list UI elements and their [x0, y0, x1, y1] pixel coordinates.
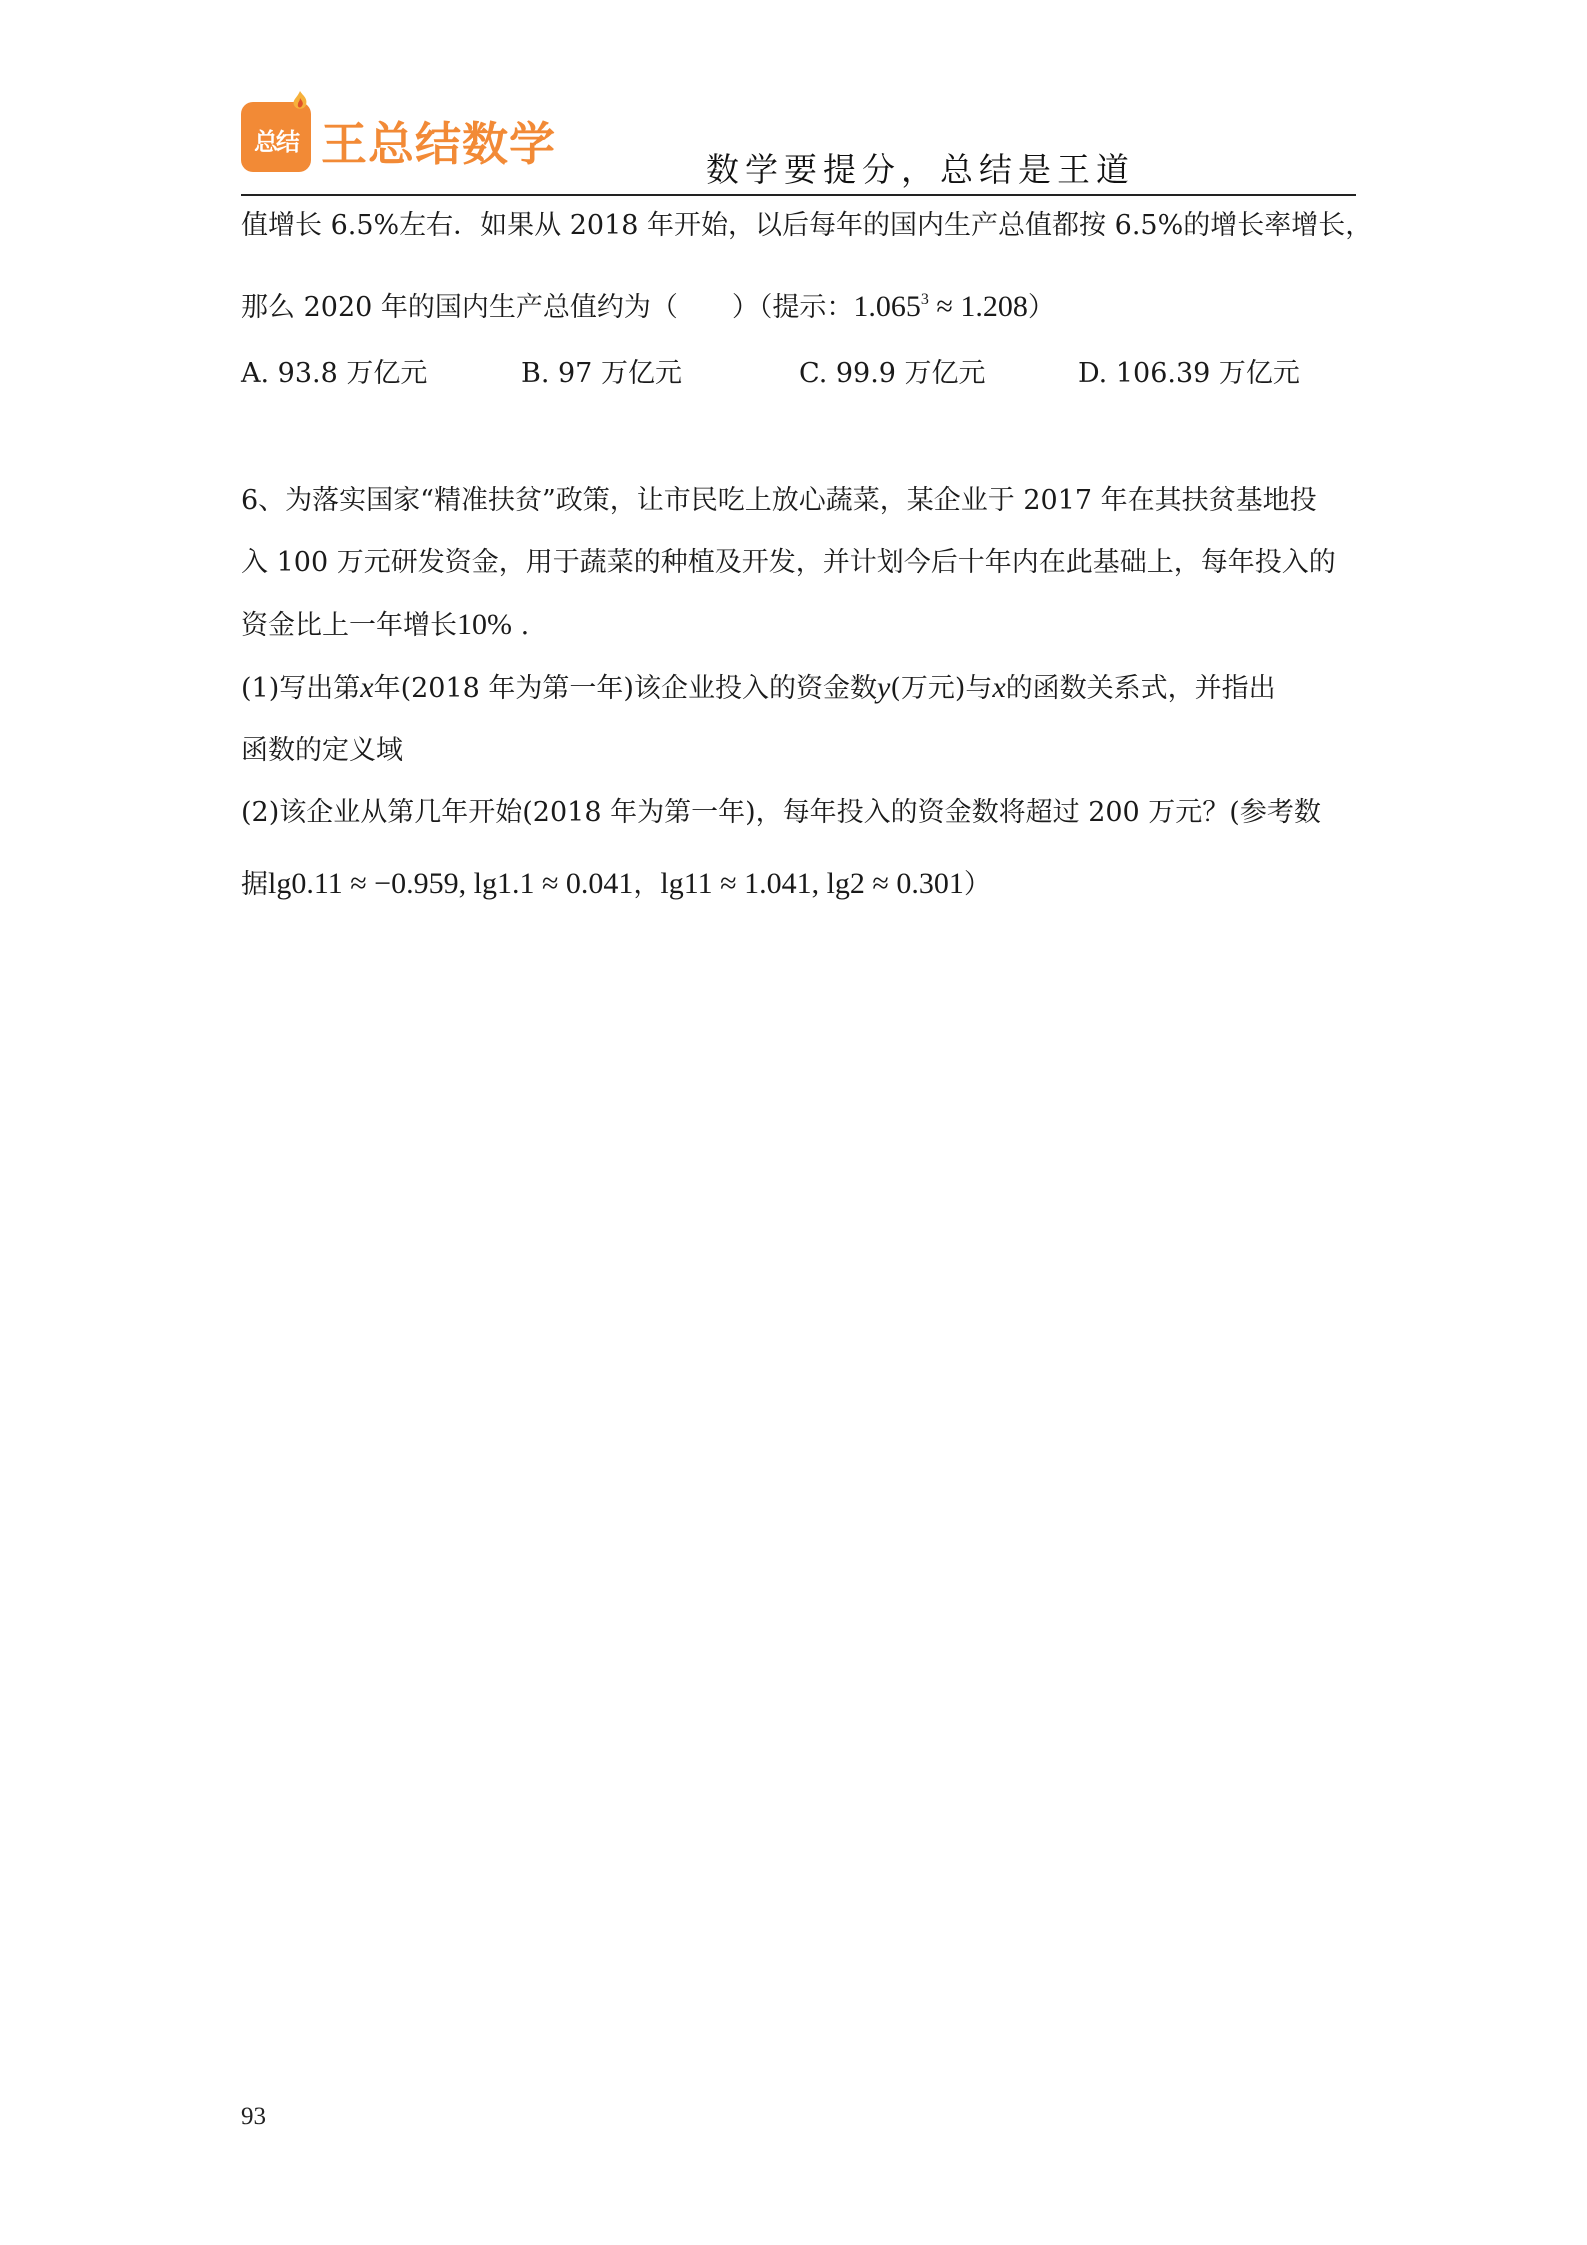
- q6-line3-text: 资金比上一年增长: [241, 610, 457, 641]
- q6-var-y: y: [876, 671, 891, 704]
- q5-hint-exponent: 3: [920, 291, 929, 308]
- q6-part2-line-1: (2)该企业从第几年开始(2018 年为第一年)，每年投入的资金数将超过 200 万元？(参考数: [241, 797, 1321, 828]
- q5-hint-rest: ≈ 1.208: [928, 290, 1028, 323]
- q5-line2-suffix: ）: [1027, 292, 1055, 323]
- q5-line2-prefix: 那么 2020 年的国内生产总值约为（ ）（提示：: [241, 292, 854, 323]
- page-number: 93: [241, 2103, 266, 2130]
- q5-option-d: D. 106.39 万亿元: [1078, 358, 1300, 389]
- brand-logo-icon: [241, 102, 311, 172]
- q6-p2-prefix: 据: [241, 869, 268, 900]
- q6-line3-end: .: [512, 610, 530, 641]
- header-slogan: 数学要提分，总结是王道: [706, 150, 1135, 189]
- q6-p1-d: 的函数关系式，并指出: [1005, 673, 1276, 704]
- page-header: [241, 98, 1356, 198]
- q5-hint-base: 1.065: [853, 290, 921, 323]
- brand-name: 王总结数学: [321, 117, 556, 171]
- q6-var-x: x: [360, 671, 374, 704]
- q6-ref-data-1: lg0.11 ≈ −0.959, lg1.1 ≈ 0.041: [268, 867, 634, 900]
- q6-text-line-1: 6、为落实国家“精准扶贫”政策，让市民吃上放心蔬菜，某企业于 2017 年在其扶贫基地投: [241, 485, 1317, 516]
- q6-part1-line-2: 函数的定义域: [241, 735, 403, 766]
- q5-hint-math: [853, 290, 1027, 323]
- q6-p1-a: (1)写出第: [241, 673, 361, 704]
- q6-p1-b: 年(2018 年为第一年)该企业投入的资金数: [373, 673, 877, 704]
- q5-options: [241, 356, 1356, 396]
- q5-text-line-2: [241, 282, 1356, 326]
- flame-icon: [289, 90, 311, 112]
- q5-option-b: B. 97 万亿元: [521, 358, 682, 389]
- q6-part2-line-2: [241, 866, 1356, 903]
- logo-badge-text: 总结: [254, 128, 298, 156]
- q6-text-line-3: [241, 607, 1356, 644]
- q5-text-line-1: 值增长 6.5%左右．如果从 2018 年开始，以后每年的国内生产总值都按 6.5%的增长率增长，: [241, 210, 1373, 241]
- q6-growth-rate: 10%: [457, 608, 512, 641]
- q6-text-line-2: 入 100 万元研发资金，用于蔬菜的种植及开发，并计划今后十年内在此基础上，每年投入的: [241, 547, 1336, 578]
- q5-option-c: C. 99.9 万亿元: [799, 358, 986, 389]
- q5-option-a: A. 93.8 万亿元: [241, 358, 428, 389]
- q6-p1-c: (万元)与: [890, 673, 993, 704]
- q6-p2-suffix: ）: [963, 869, 991, 900]
- q6-ref-sep: ，: [633, 869, 661, 900]
- q6-part1-line-1: [241, 670, 1356, 707]
- header-divider: [241, 194, 1356, 196]
- q6-ref-data-2: lg11 ≈ 1.041, lg2 ≈ 0.301: [660, 867, 964, 900]
- q6-var-x-2: x: [992, 671, 1006, 704]
